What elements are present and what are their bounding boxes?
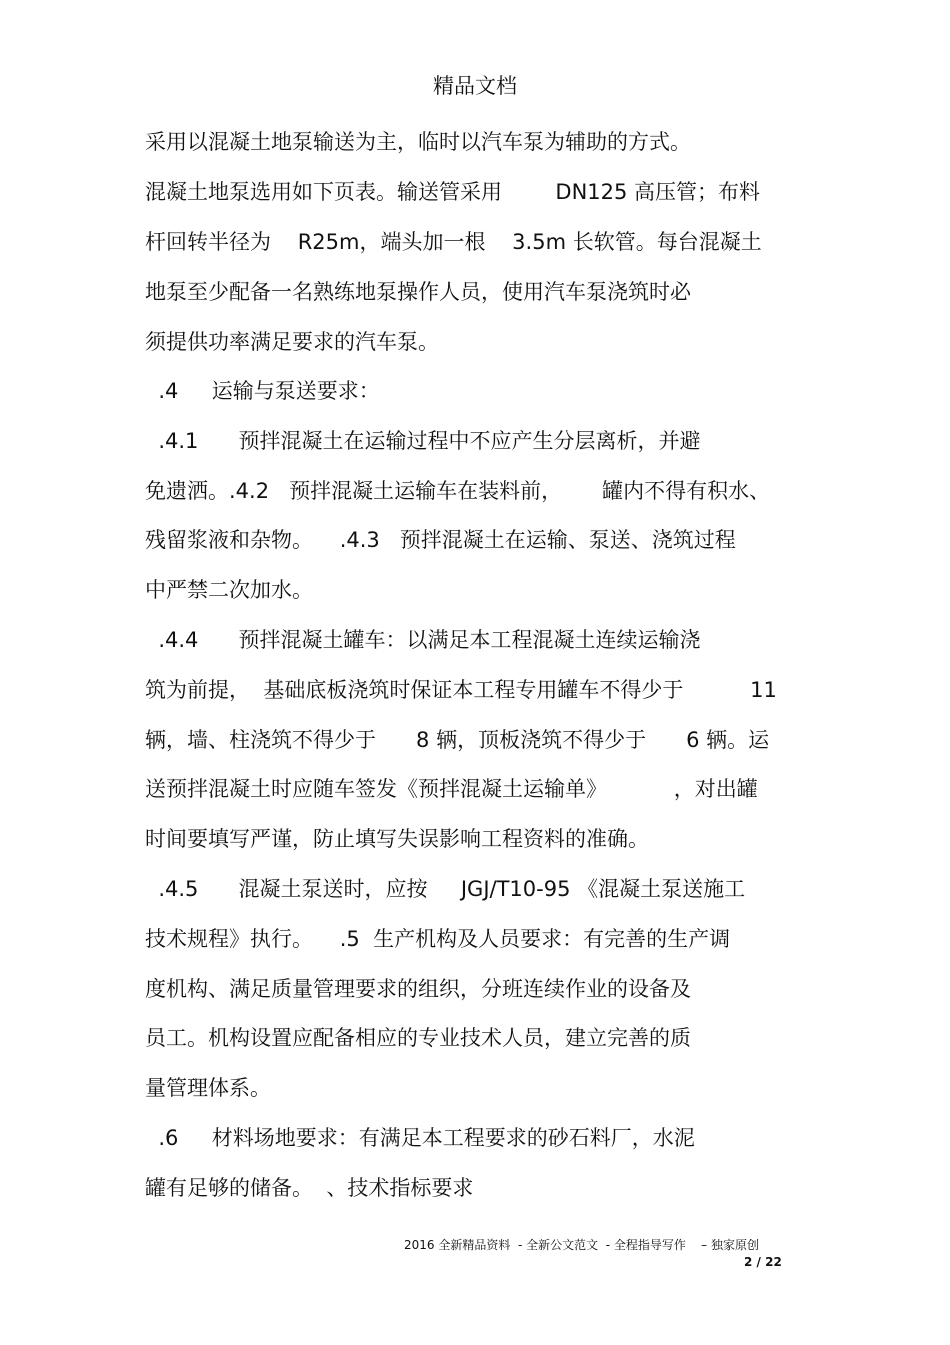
body-line: 杆回转半径为 R25m，端头加一根 3.5m 长软管。每台混凝土 — [145, 230, 762, 254]
page-header-title: 精品文档 — [433, 74, 517, 98]
body-line: 混凝土地泵选用如下页表。输送管采用 DN125 高压管；布料 — [145, 180, 761, 204]
body-line: 须提供功率满足要求的汽车泵。 — [145, 330, 439, 354]
body-line: 中严禁二次加水。 — [145, 578, 313, 602]
body-line: .6 材料场地要求：有满足本工程要求的砂石料厂，水泥 — [145, 1126, 695, 1150]
body-line: .4 运输与泵送要求： — [145, 379, 380, 403]
body-line: 员工。机构设置应配备相应的专业技术人员，建立完善的质 — [145, 1026, 691, 1050]
footer-text: 2016 全新精品资料 - 全新公文范文 - 全程指导写作 – 独家原创 — [404, 1238, 759, 1252]
body-line: 度机构、满足质量管理要求的组织，分班连续作业的设备及 — [145, 977, 691, 1001]
body-line: 免遗洒。.4.2 预拌混凝土运输车在装料前， 罐内不得有积水、 — [145, 479, 771, 503]
body-line: 筑为前提， 基础底板浇筑时保证本工程专用罐车不得少于 11 — [145, 678, 777, 702]
body-line: 残留浆液和杂物。 .4.3 预拌混凝土在运输、泵送、浇筑过程 — [145, 528, 736, 552]
body-line: .4.5 混凝土泵送时，应按 JGJ/T10-95 《混凝土泵送施工 — [145, 877, 746, 901]
body-line: 技术规程》执行。 .5 生产机构及人员要求：有完善的生产调 — [145, 927, 731, 951]
body-line: 地泵至少配备一名熟练地泵操作人员，使用汽车泵浇筑时必 — [145, 280, 691, 304]
body-line: 罐有足够的储备。 、技术指标要求 — [145, 1176, 474, 1200]
page-number: 2 / 22 — [744, 1255, 782, 1269]
body-line: 辆，墙、柱浇筑不得少于 8 辆，顶板浇筑不得少于 6 辆。运 — [145, 728, 770, 752]
body-line: 量管理体系。 — [145, 1076, 271, 1100]
body-line: .4.4 预拌混凝土罐车：以满足本工程混凝土连续运输浇 — [145, 628, 701, 652]
body-line: 时间要填写严谨，防止填写失误影响工程资料的准确。 — [145, 827, 649, 851]
body-line: 送预拌混凝土时应随车签发《预拌混凝土运输单》 ，对出罐 — [145, 777, 758, 801]
body-line: 采用以混凝土地泵输送为主，临时以汽车泵为辅助的方式。 — [145, 130, 691, 154]
body-line: .4.1 预拌混凝土在运输过程中不应产生分层离析，并避 — [145, 429, 701, 453]
